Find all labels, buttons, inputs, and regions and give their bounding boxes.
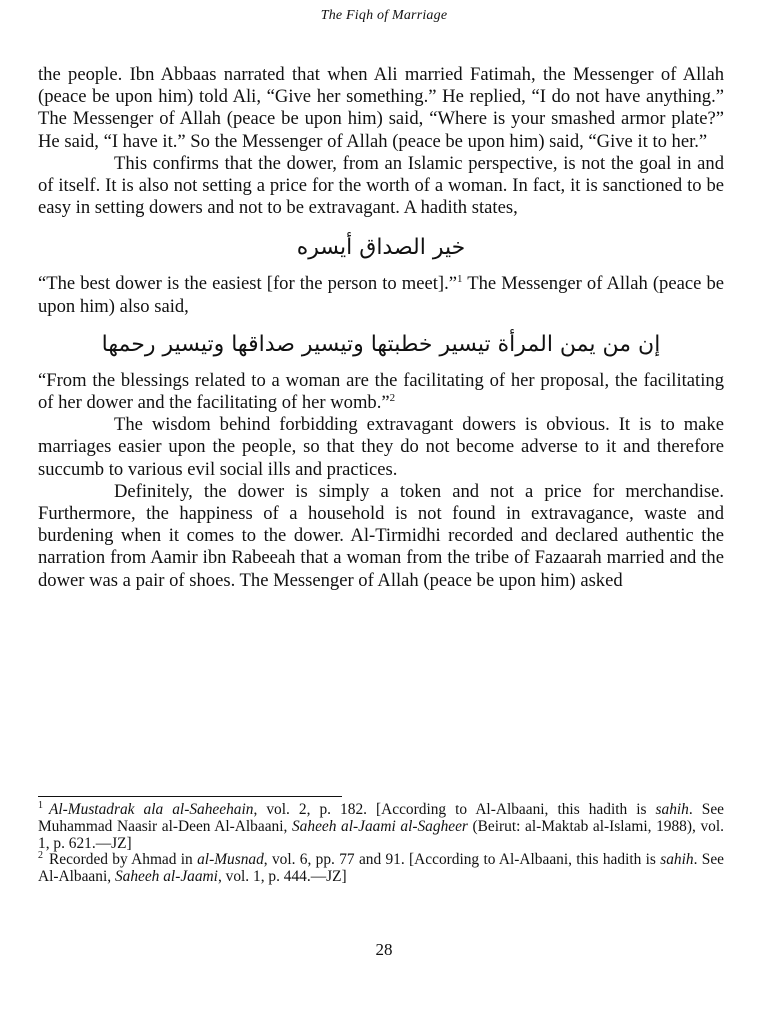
arabic-hadith-1: خير الصداق أيسره bbox=[296, 235, 466, 261]
footnote-1-title: Al-Mustadrak ala al-Saheehain bbox=[49, 801, 254, 818]
footnotes bbox=[38, 799, 725, 886]
footnote-2 bbox=[38, 852, 724, 886]
footnote-2-title: al-Musnad bbox=[197, 851, 264, 869]
footnote-2-text-pre: Recorded by Ahmad in bbox=[49, 851, 198, 869]
quote-2 bbox=[38, 370, 724, 414]
footnote-1-text-b: . See Muhammad Naasir al-Deen Al-Albaani, bbox=[38, 801, 724, 835]
footnote-1-text-c: (Beirut: al-Maktab al-Islami, 1988), vol. 1, p. 621.—JZ] bbox=[38, 817, 724, 852]
arabic-hadith-2: إن من يمن المرأة تيسير خطبتها وتيسير صداقها وتيسير رحمها bbox=[101, 331, 661, 357]
running-head: The Fiqh of Marriage bbox=[320, 8, 448, 23]
paragraph-3: The wisdom behind forbidding extravagant dowers is obvious. It is to make marriages easier upon the people, so that they do not become adverse to it and therefore succumb to various evil social ills and practices. bbox=[38, 414, 724, 480]
main-text bbox=[38, 64, 724, 592]
footnote-1 bbox=[38, 799, 724, 852]
footnote-2-italic-b: Saheeh al-Jaami bbox=[114, 868, 218, 886]
footnote-separator bbox=[38, 796, 342, 797]
footnote-1-italic-b: Saheeh al-Jaami al-Sagheer bbox=[291, 817, 468, 835]
quote-1-after: The Messenger of Allah (peace be upon him) also said, bbox=[38, 273, 724, 317]
footnote-2-number: 2 bbox=[38, 850, 43, 862]
quote-1 bbox=[38, 273, 724, 317]
quote-1-text: “The best dower is the easiest [for the person to meet].” bbox=[38, 273, 458, 295]
paragraph-4: Definitely, the dower is simply a token and not a price for merchandise. Furthermore, the happiness of a household is not found in extravagance, waste and burdening when it comes to the dower. Al-Tirmidhi recorded and declared authentic the narration from Aamir ibn Rabeeah that a woman from the tribe of Fazaarah married and the dower was a pair of shoes. The Messenger of Allah (peace be upon him) asked bbox=[38, 480, 724, 591]
quote-2-text: “From the blessings related to a woman are the facilitating of her proposal, the facilitating of her dower and the facilitating of her womb.” bbox=[38, 369, 724, 414]
footnote-1-number: 1 bbox=[38, 799, 43, 811]
footnote-ref-2: 2 bbox=[389, 391, 396, 404]
footnote-2-text-b: . See Al-Albaani, bbox=[38, 851, 725, 886]
paragraph-2: This confirms that the dower, from an Islamic perspective, is not the goal in and of itself. It is also not setting a price for the worth of a woman. In fact, it is sanctioned to be easy in setting dowers and not to be extravagant. A hadith states, bbox=[38, 152, 724, 219]
footnote-2-text-c: , vol. 1, p. 444.—JZ] bbox=[217, 868, 347, 886]
paragraph-1: the people. Ibn Abbaas narrated that when Ali married Fatimah, the Messenger of Allah (peace be upon him) told Ali, “Give her something.” He replied, “I do not have anything.” The Messenger of Allah (peace be upon him) said, “Where is your smashed armor plate?” He said, “I have it.” So the Messenger of Allah (peace be upon him) said, “Give it to her.” bbox=[38, 64, 724, 152]
footnote-2-italic-a: sahih bbox=[660, 851, 694, 869]
footnote-2-text-a: , vol. 6, pp. 77 and 91. [According to Al-Albaani, this hadith is bbox=[263, 851, 661, 869]
footnote-1-text-a: , vol. 2, p. 182. [According to Al-Albaani, this hadith is bbox=[253, 801, 656, 818]
footnote-ref-1: 1 bbox=[457, 273, 463, 286]
page-number: 28 bbox=[375, 940, 393, 959]
footnote-1-italic-a: sahih bbox=[655, 801, 689, 818]
